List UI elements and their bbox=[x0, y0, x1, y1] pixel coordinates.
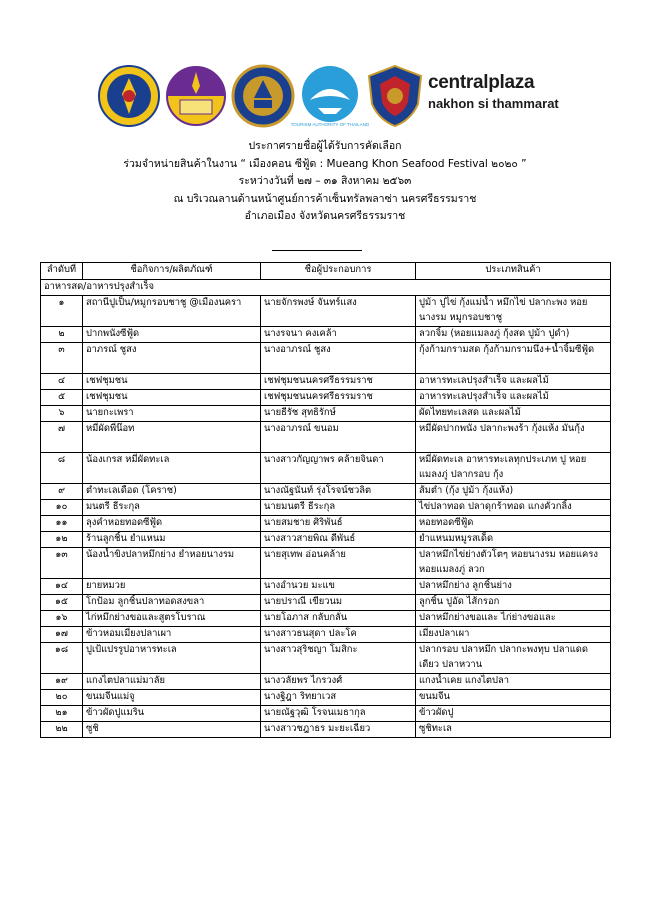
row-business: แกงไตปลาแม่มาลัย bbox=[83, 674, 261, 690]
table-row bbox=[41, 422, 611, 453]
column-header-business: ชื่อกิจการ/ผลิตภัณฑ์ bbox=[83, 263, 261, 280]
row-owner: นางฐิฎา ริทยาเวส bbox=[261, 690, 416, 706]
row-product: แกงน้ำเคย แกงไตปลา bbox=[416, 674, 611, 690]
row-owner: นายจักรพงษ์ จันทร์แสง bbox=[261, 296, 416, 327]
row-owner: นางสาวสายพิณ ดีพันธ์ bbox=[261, 532, 416, 548]
row-owner: นายมนตรี ธีระกุล bbox=[261, 500, 416, 516]
central-plaza-logo-text: centralplaza bbox=[428, 72, 535, 93]
row-product: อาหารทะเลปรุงสำเร็จ และผลไม้ bbox=[416, 374, 611, 390]
row-business: ซูชิ bbox=[83, 722, 261, 738]
row-business: ลุงคำหอยทอดซีฟู้ด bbox=[83, 516, 261, 532]
table-row bbox=[41, 579, 611, 595]
table-row bbox=[41, 327, 611, 343]
row-owner: นางวลัยพร ไกรวงศ์ bbox=[261, 674, 416, 690]
row-product: หมี่ผัดปากพนัง ปลากะพงร้า กุ้งแห้ง มันกุ้ง bbox=[416, 422, 611, 453]
row-number: ๑๙ bbox=[41, 674, 83, 690]
vendor-table bbox=[40, 262, 611, 738]
table-row bbox=[41, 296, 611, 327]
row-number: ๒๑ bbox=[41, 706, 83, 722]
category-row bbox=[41, 280, 611, 296]
row-number: ๙ bbox=[41, 484, 83, 500]
table-row bbox=[41, 500, 611, 516]
row-product: ส้มตำ (กุ้ง ปูม้า กุ้งแห้ง) bbox=[416, 484, 611, 500]
row-number: ๖ bbox=[41, 406, 83, 422]
row-number: ๒๒ bbox=[41, 722, 83, 738]
row-business: ร้านลูกชิ้น ยำแหนม bbox=[83, 532, 261, 548]
row-product: ไข่ปลาทอด ปลาดุกร้าทอด แกงคั่วกลิ้ง bbox=[416, 500, 611, 516]
row-owner: นางณัฐนันท์ รุ่งโรจน์ชวลิต bbox=[261, 484, 416, 500]
row-business: สถานีปูเป็น/หมูกรอบชาชู @เมืองนครา bbox=[83, 296, 261, 327]
row-number: ๗ bbox=[41, 422, 83, 453]
row-number: ๒๐ bbox=[41, 690, 83, 706]
row-business: มนตรี ธีระกุล bbox=[83, 500, 261, 516]
header-line-1: ประกาศรายชื่อผู้ได้รับการคัดเลือก bbox=[248, 140, 402, 152]
row-business: อาภรณ์ ชูสง bbox=[83, 343, 261, 374]
row-business: ไก่หมึกย่างขอและสูตรโบราณ bbox=[83, 611, 261, 627]
row-business: ข้าวหอมเมี่ยงปลาเผา bbox=[83, 627, 261, 643]
row-number: ๔ bbox=[41, 374, 83, 390]
table-row bbox=[41, 343, 611, 374]
row-owner: นางสาวกัญญาพร คล้ายจินดา bbox=[261, 453, 416, 484]
table-row bbox=[41, 374, 611, 390]
table-row bbox=[41, 611, 611, 627]
row-number: ๑๓ bbox=[41, 548, 83, 579]
row-product: ยำแหนมหมูรสเด็ด bbox=[416, 532, 611, 548]
row-business: หมี่ผัดพี่น๊อท bbox=[83, 422, 261, 453]
row-business: ข้าวผัดปูแมริน bbox=[83, 706, 261, 722]
table-header-row bbox=[41, 263, 611, 280]
row-owner: นายปราณี เขียวนม bbox=[261, 595, 416, 611]
row-number: ๑๕ bbox=[41, 595, 83, 611]
row-product: ซูชิทะเล bbox=[416, 722, 611, 738]
table-row bbox=[41, 690, 611, 706]
row-product: ปลาหมึกไข่ย่างตัวโตๆ หอยนางรม หอยแครง หอยแมลงภู่ ลวก bbox=[416, 548, 611, 579]
table-row bbox=[41, 484, 611, 500]
table-row bbox=[41, 406, 611, 422]
row-product: ปลาหมึกย่าง ลูกชิ้นย่าง bbox=[416, 579, 611, 595]
seal-icon-3 bbox=[232, 64, 294, 128]
row-product: เมี่ยงปลาเผา bbox=[416, 627, 611, 643]
row-owner: นางสาวสุริชญา โมสิกะ bbox=[261, 643, 416, 674]
row-business: เชฟชุมชน bbox=[83, 374, 261, 390]
seal-icon-2 bbox=[166, 64, 226, 128]
row-owner: นางสาวชฎาธร มะยะเฉียว bbox=[261, 722, 416, 738]
row-business: ปูเป้แปรรูปอาหารทะเล bbox=[83, 643, 261, 674]
table-row bbox=[41, 390, 611, 406]
row-business: น้องเกรส หมี่ผัดทะเล bbox=[83, 453, 261, 484]
row-number: ๑ bbox=[41, 296, 83, 327]
header-line-3: ระหว่างวันที่ ๒๗ – ๓๑ สิงหาคม ๒๕๖๓ bbox=[238, 175, 412, 187]
row-number: ๕ bbox=[41, 390, 83, 406]
row-number: ๑๗ bbox=[41, 627, 83, 643]
row-product: ขนมจีน bbox=[416, 690, 611, 706]
table-row bbox=[41, 453, 611, 484]
row-number: ๑๔ bbox=[41, 579, 83, 595]
row-product: กุ้งก้ามกรามสด กุ้งก้ามกรามนึ่ง+น้ำจิ้มซีฟู้ด bbox=[416, 343, 611, 374]
row-owner: เชฟชุมชนนครศรีธรรมราช bbox=[261, 390, 416, 406]
row-product: ข้าวผัดปู bbox=[416, 706, 611, 722]
column-header-no: ลำดับที่ bbox=[41, 263, 83, 280]
row-owner: นายณัฐวุฒิ โรจนเมธากุล bbox=[261, 706, 416, 722]
table-row bbox=[41, 548, 611, 579]
row-number: ๒ bbox=[41, 327, 83, 343]
table-row bbox=[41, 516, 611, 532]
row-product: ผัดไทยทะเลสด และผลไม้ bbox=[416, 406, 611, 422]
header-line-5: อำเภอเมือง จังหวัดนครศรีธรรมราช bbox=[244, 210, 406, 222]
row-number: ๑๑ bbox=[41, 516, 83, 532]
row-owner: นางสาวธนสุดา ปละโค bbox=[261, 627, 416, 643]
table-row bbox=[41, 627, 611, 643]
column-header-product: ประเภทสินค้า bbox=[416, 263, 611, 280]
row-business: โกป้อม ลูกชิ้นปลาทอดสงขลา bbox=[83, 595, 261, 611]
row-business: ยายหมวย bbox=[83, 579, 261, 595]
row-owner: นางอาภรณ์ ชูสง bbox=[261, 343, 416, 374]
row-business: ขนมจีนแม่จู bbox=[83, 690, 261, 706]
row-number: ๘ bbox=[41, 453, 83, 484]
row-product: อาหารทะเลปรุงสำเร็จ และผลไม้ bbox=[416, 390, 611, 406]
row-business: เชฟชุมชน bbox=[83, 390, 261, 406]
table-row bbox=[41, 706, 611, 722]
row-number: ๓ bbox=[41, 343, 83, 374]
tourism-authority-icon bbox=[290, 64, 370, 128]
row-business: ตำทะเลเดือด (โคราช) bbox=[83, 484, 261, 500]
table-row bbox=[41, 643, 611, 674]
column-header-owner: ชื่อผู้ประกอบการ bbox=[261, 263, 416, 280]
row-product: หมี่ผัดทะเล อาหารทะเลทุกประเภท ปู หอยแมลงภู่ ปลากรอบ กุ้ง bbox=[416, 453, 611, 484]
row-owner: นางรจนา คงเคล้า bbox=[261, 327, 416, 343]
row-owner: นายสุเทพ อ่อนคล้าย bbox=[261, 548, 416, 579]
row-number: ๑๒ bbox=[41, 532, 83, 548]
row-business: ปากพนังซีฟู้ด bbox=[83, 327, 261, 343]
row-product: ลวกจิ้ม (หอยแมลงภู่ กุ้งสด ปูม้า ปูดำ) bbox=[416, 327, 611, 343]
header-line-4: ณ บริเวณลานด้านหน้าศูนย์การค้าเซ็นทรัลพลาซ่า นครศรีธรรมราช bbox=[173, 192, 477, 205]
tat-caption: TOURISM AUTHORITY OF THAILAND bbox=[290, 122, 370, 127]
central-plaza-city: nakhon si thammarat bbox=[428, 96, 559, 111]
table-row bbox=[41, 722, 611, 738]
table-row bbox=[41, 595, 611, 611]
header-line-2: ร่วมจำหน่ายสินค้าในงาน “ เมืองคอน ซีฟู้ด : Mueang Khon Seafood Festival ๒๐๒๐ ” bbox=[123, 157, 527, 170]
row-owner: นางอำนวย มะแข bbox=[261, 579, 416, 595]
row-number: ๑๖ bbox=[41, 611, 83, 627]
header-underline bbox=[272, 250, 362, 251]
row-owner: เชฟชุมชนนครศรีธรรมราช bbox=[261, 374, 416, 390]
row-product: ปลากรอบ ปลาหมึก ปลากะพงทุบ ปลาแดดเดียว ปลาหวาน bbox=[416, 643, 611, 674]
row-product: ปูม้า ปูไข่ กุ้งแม่น้ำ หมึกไข่ ปลากะพง หอยนางรม หมูกรอบชาชู bbox=[416, 296, 611, 327]
category-label: อาหารสด/อาหารปรุงสำเร็จ bbox=[41, 280, 611, 296]
seal-icon-1 bbox=[98, 64, 160, 128]
table-row bbox=[41, 674, 611, 690]
row-product: ปลาหมึกย่างขอและ ไก่ย่างขอและ bbox=[416, 611, 611, 627]
row-number: ๑๐ bbox=[41, 500, 83, 516]
row-business: นายกะเพรา bbox=[83, 406, 261, 422]
row-number: ๑๘ bbox=[41, 643, 83, 674]
row-business: น้องน้ำขิงปลาหมึกย่าง ยำหอยนางรม bbox=[83, 548, 261, 579]
row-product: ลูกชิ้น ปูอัด ไส้กรอก bbox=[416, 595, 611, 611]
announcement-header bbox=[40, 138, 610, 226]
shield-icon bbox=[366, 64, 424, 128]
row-product: หอยทอดซีฟู้ด bbox=[416, 516, 611, 532]
row-owner: นางอาภรณ์ ขนอม bbox=[261, 422, 416, 453]
row-owner: นายโอภาส กลับกลั่น bbox=[261, 611, 416, 627]
row-owner: นายสมชาย ศิริพันธ์ bbox=[261, 516, 416, 532]
table-row bbox=[41, 532, 611, 548]
row-owner: นายธีรัช สุทธิรักษ์ bbox=[261, 406, 416, 422]
